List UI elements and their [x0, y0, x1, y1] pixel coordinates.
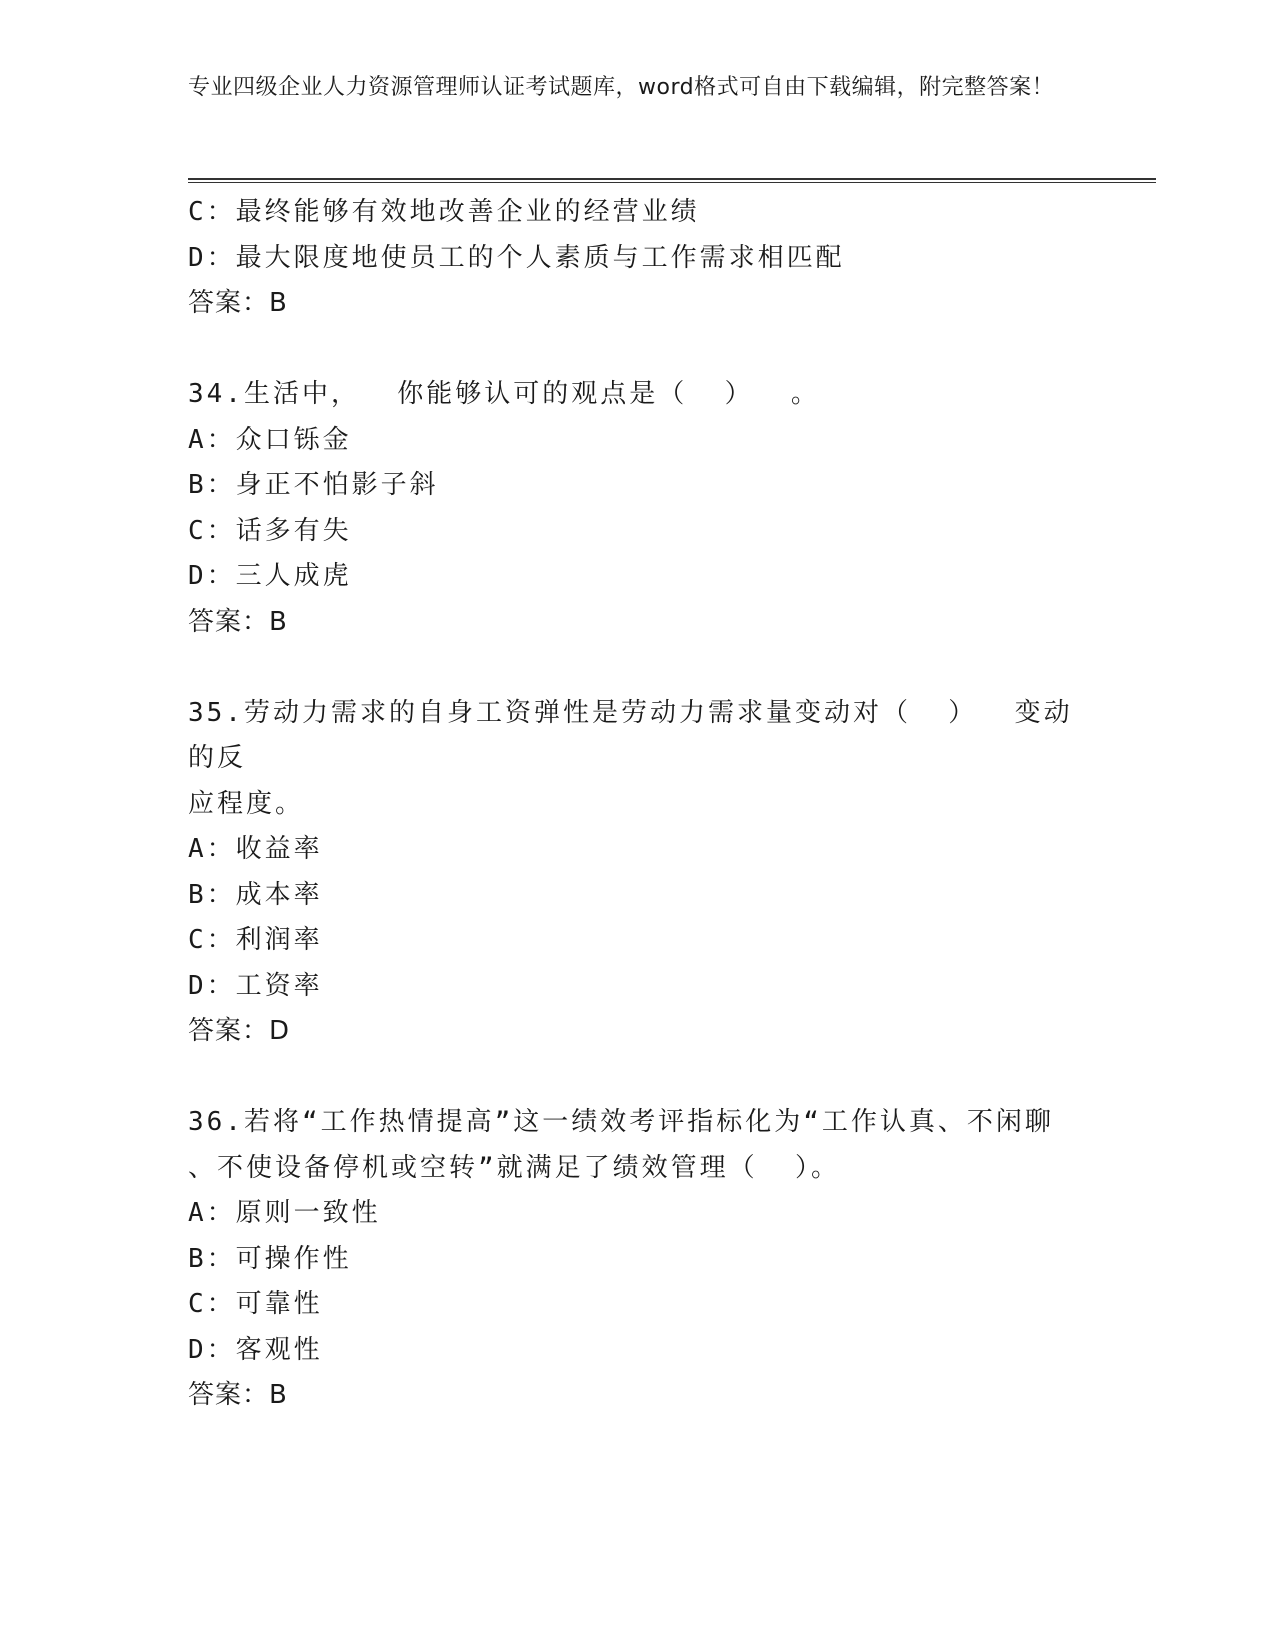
option-b: B：成本率 — [188, 879, 323, 910]
question-33-tail — [188, 190, 1088, 327]
option-b: B：可操作性 — [188, 1243, 352, 1274]
option-c: C：利润率 — [188, 925, 323, 955]
page-header: 专业四级企业人力资源管理师认证考试题库，word格式可自由下载编辑，附完整答案！ — [188, 75, 1055, 100]
question-36 — [188, 1100, 1088, 1419]
question-34 — [188, 372, 1088, 645]
option-c: C：最终能够有效地改善企业的经营业绩 — [188, 197, 700, 227]
question-stem: 36.若将“工作热情提高”这一绩效考评指标化为“工作认真、不闲聊 — [188, 1107, 1054, 1137]
option-c: C：可靠性 — [188, 1289, 323, 1319]
spacer — [188, 1055, 1088, 1101]
option-a: A：众口铄金 — [188, 424, 352, 455]
question-stem-continued: 、不使设备停机或空转”就满足了绩效管理（ ）。 — [188, 1152, 840, 1183]
option-c: C：话多有失 — [188, 515, 352, 546]
option-a: A：原则一致性 — [188, 1198, 381, 1228]
question-content — [188, 190, 1088, 1419]
answer-line: 答案：B — [188, 606, 288, 637]
answer-line: 答案：B — [188, 288, 288, 318]
option-d: D：三人成虎 — [188, 561, 352, 591]
question-stem: 35.劳动力需求的自身工资弹性是劳动力需求量变动对（ ） 变动的反 — [188, 697, 1073, 773]
answer-line: 答案：D — [188, 1016, 291, 1046]
option-b: B：身正不怕影子斜 — [188, 470, 439, 500]
option-d: D：工资率 — [188, 970, 323, 1001]
option-d: D：最大限度地使员工的个人素质与工作需求相匹配 — [188, 242, 845, 273]
spacer — [188, 327, 1088, 373]
spacer — [188, 645, 1088, 691]
question-35 — [188, 691, 1088, 1055]
header-divider — [188, 178, 1156, 183]
answer-line: 答案：B — [188, 1380, 288, 1410]
question-stem-continued: 应程度。 — [188, 788, 305, 819]
option-d: D：客观性 — [188, 1334, 323, 1365]
question-stem: 34.生活中， 你能够认可的观点是（ ） 。 — [188, 379, 820, 409]
option-a: A：收益率 — [188, 834, 323, 864]
